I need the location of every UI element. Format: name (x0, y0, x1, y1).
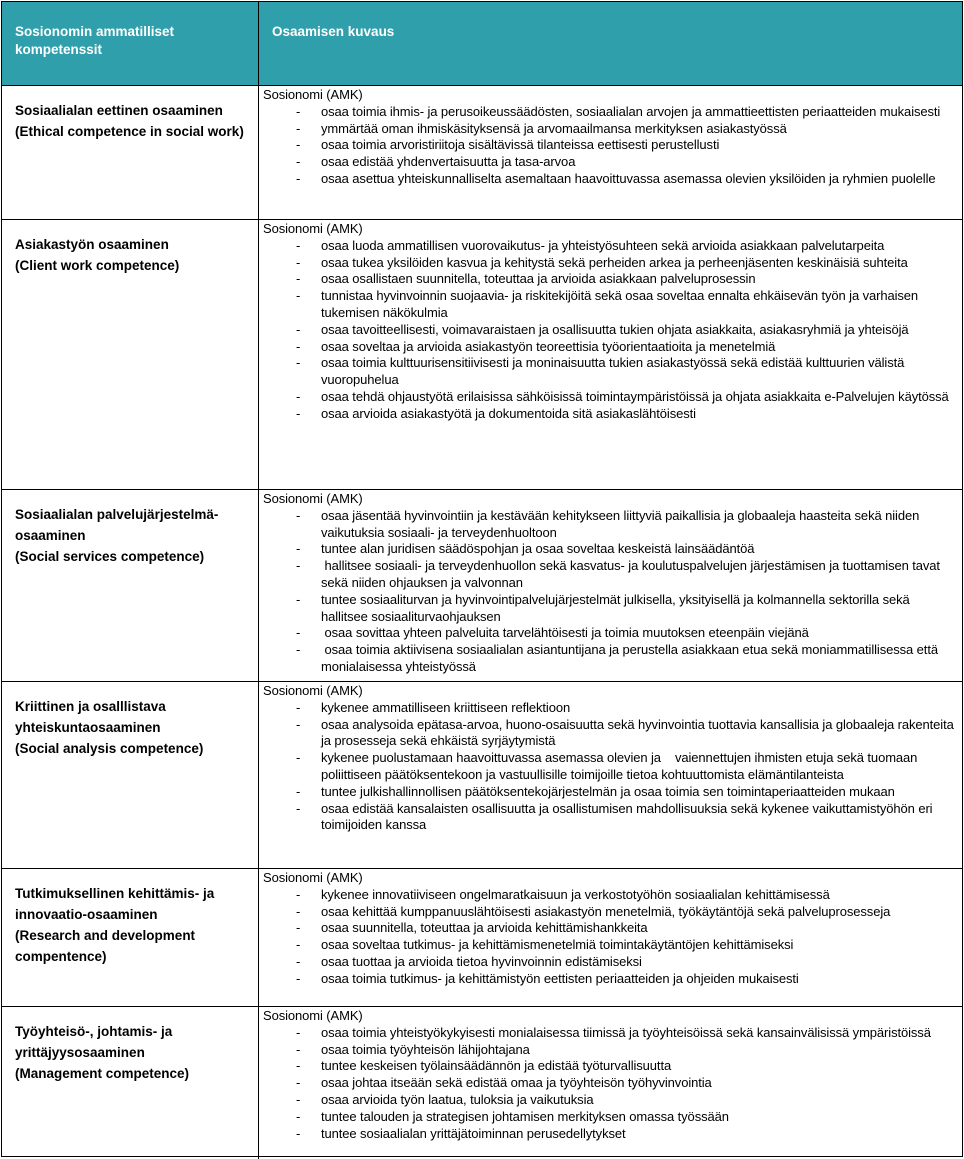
bullet-item: - kykenee puolustamaan haavoittuvassa asemassa olevien ja vaiennettujen ihmisten etuja sekä tuomaan poliittiseen päätöksentekoon ja vastuullisille toimijoille tietoa kohtuuttomista elämäntilanteista (263, 750, 956, 784)
bullet-item: - kykenee innovatiiviseen ongelmaratkaisuun ja verkostotyöhön sosiaalialan kehittämisessä (263, 887, 956, 904)
bullet-item: - osaa edistää yhdenvertaisuutta ja tasa-arvoa (263, 154, 956, 171)
bullet-item: - osaa arvioida työn laatua, tuloksia ja vaikutuksia (263, 1092, 956, 1109)
competence-cell (2, 86, 259, 219)
competence-cell (2, 869, 259, 1006)
competence-cell (2, 682, 259, 868)
bullet-list (263, 238, 956, 423)
bullet-item: - osaa johtaa itseään sekä edistää omaa ja työyhteisön työhyvinvointia (263, 1075, 956, 1092)
competence-title-en: (Client work competence) (15, 258, 180, 273)
description-cell (259, 490, 962, 681)
description-cell (259, 869, 962, 1006)
competence-title-fi: Työyhteisö-, johtamis- ja yrittäjyysosaaminen (15, 1024, 173, 1060)
degree-label: Sosionomi (AMK) (263, 491, 363, 506)
competence-title-fi: Kriittinen ja osalllistava yhteiskuntaosaaminen (15, 699, 166, 735)
degree-label: Sosionomi (AMK) (263, 1008, 363, 1023)
table-row (2, 1007, 962, 1159)
competence-title-fi: Sosiaalialan eettinen osaaminen (15, 103, 223, 118)
description-cell (259, 1007, 962, 1159)
bullet-item: - tuntee alan juridisen säädöspohjan ja osaa soveltaa keskeistä lainsäädäntöä (263, 541, 956, 558)
bullet-item: - osaa arvioida asiakastyötä ja dokumentoida sitä asiakaslähtöisesti (263, 406, 956, 423)
bullet-item: - osaa asettua yhteiskunnalliselta asemaltaan haavoittuvassa asemassa olevien yksilöiden ja ryhmien puolelle (263, 171, 956, 188)
bullet-item: - tuntee sosiaalialan yrittäjätoiminnan perusedellytykset (263, 1126, 956, 1143)
bullet-item: - tuntee sosiaaliturvan ja hyvinvointipalvelujärjestelmät julkisella, yksityisellä ja kolmannella sektorilla sekä hallitsee sosiaaliturvaohjauksen (263, 592, 956, 626)
bullet-item: - osaa soveltaa ja arvioida asiakastyön teoreettisia työorientaatioita ja menetelmiä (263, 339, 956, 356)
bullet-item: - kykenee ammatilliseen kriittiseen reflektioon (263, 700, 956, 717)
bullet-item: - hallitsee sosiaali- ja terveydenhuollon sekä kasvatus- ja koulutuspalvelujen järjestämisen ja tuottamisen tavat sekä niiden ohjauksen ja valvonnan (263, 558, 956, 592)
bullet-item: - osaa toimia työyhteisön lähijohtajana (263, 1042, 956, 1059)
bullet-item: - tuntee keskeisen työlainsäädännön ja edistää työturvallisuutta (263, 1058, 956, 1075)
bullet-item: - osaa tukea yksilöiden kasvua ja kehitystä sekä perheiden arkea ja perheenjäsenten keskinäisiä suhteita (263, 255, 956, 272)
bullet-item: - osaa toimia ihmis- ja perusoikeussäädösten, sosiaalialan arvojen ja ammattieettisten periaatteiden mukaisesti (263, 104, 956, 121)
description-cell (259, 682, 962, 868)
bullet-item: - osaa toimia aktiivisena sosiaalialan asiantuntijana ja perustella asiakkaan etua sekä moniammatillisessa että monialaisessa yhteistyössä (263, 642, 956, 676)
bullet-item: - osaa edistää kansalaisten osallisuutta ja osallistumisen mahdollisuuksia sekä kykenee vaikuttamistyöhön eri toimijoiden kanssa (263, 801, 956, 835)
competence-title-en: (Management competence) (15, 1066, 190, 1081)
table-row (2, 869, 962, 1007)
bullet-item: - osaa sovittaa yhteen palveluita tarvelähtöisesti ja toimia muutoksen eteenpäin viejänä (263, 625, 956, 642)
bullet-list (263, 104, 956, 188)
degree-label: Sosionomi (AMK) (263, 683, 363, 698)
bullet-item: - tunnistaa hyvinvoinnin suojaavia- ja riskitekijöitä sekä osaa soveltaa ennalta ehkäisevän työn ja varhaisen tukemisen näkökulmia (263, 288, 956, 322)
bullet-list (263, 508, 956, 676)
bullet-item: - osaa soveltaa tutkimus- ja kehittämismenetelmiä toimintakäytäntöjen kehittämiseksi (263, 937, 956, 954)
bullet-item: - osaa tavoitteellisesti, voimavaraistaen ja osallisuutta tukien ohjata asiakkaita, asiakasryhmiä ja yhteisöjä (263, 322, 956, 339)
header-cell-description (259, 2, 962, 85)
bullet-item: - osaa luoda ammatillisen vuorovaikutus- ja yhteistyösuhteen sekä arvioida asiakkaan palvelutarpeita (263, 238, 956, 255)
competence-cell (2, 220, 259, 489)
header-label-description: Osaamisen kuvaus (272, 24, 395, 39)
bullet-list (263, 1025, 956, 1143)
competence-title-fi: Sosiaalialan palvelujärjestelmä-osaaminen (15, 507, 219, 543)
description-cell (259, 86, 962, 219)
competence-title-en: (Social analysis competence) (15, 741, 204, 756)
table-row (2, 220, 962, 490)
table-header-row (2, 2, 962, 86)
bullet-item: - osaa analysoida epätasa-arvoa, huono-osaisuutta sekä hyvinvointia tuottavia kansallisia ja globaaleja rakenteita ja prosesseja sekä ehkäistä syrjäytymistä (263, 717, 956, 751)
competence-title-en: (Social services competence) (15, 549, 205, 564)
table-row (2, 490, 962, 682)
degree-label: Sosionomi (AMK) (263, 870, 363, 885)
competence-title-en: (Research and development compentence) (15, 928, 196, 964)
bullet-item: - tuntee talouden ja strategisen johtamisen merkityksen omassa työssään (263, 1109, 956, 1126)
competence-title-en: (Ethical competence in social work) (15, 124, 244, 139)
description-cell (259, 220, 962, 489)
competence-title-fi: Asiakastyön osaaminen (15, 237, 169, 252)
bullet-item: - tuntee julkishallinnollisen päätöksentekojärjestelmän ja osaa toimia sen toimintaperiaatteiden mukaan (263, 784, 956, 801)
bullet-list (263, 700, 956, 834)
table-row (2, 682, 962, 869)
bullet-item: - osaa kehittää kumppanuuslähtöisesti asiakastyön menetelmiä, työkäytäntöjä sekä palveluprosesseja (263, 904, 956, 921)
competence-title-fi: Tutkimuksellinen kehittämis- ja innovaatio-osaaminen (15, 886, 215, 922)
degree-label: Sosionomi (AMK) (263, 221, 363, 236)
bullet-item: - osaa osallistaen suunnitella, toteuttaa ja arvioida asiakkaan palveluprosessin (263, 271, 956, 288)
bullet-item: - osaa suunnitella, toteuttaa ja arvioida kehittämishankkeita (263, 920, 956, 937)
bullet-list (263, 887, 956, 988)
table-row (2, 86, 962, 220)
bullet-item: - ymmärtää oman ihmiskäsityksensä ja arvomaailmansa merkityksen asiakastyössä (263, 121, 956, 138)
competence-cell (2, 490, 259, 681)
competence-table (1, 1, 963, 1157)
competence-cell (2, 1007, 259, 1159)
bullet-item: - osaa toimia arvoristiriitoja sisältävissä tilanteissa eettisesti perustellusti (263, 137, 956, 154)
bullet-item: - osaa jäsentää hyvinvointiin ja kestävään kehitykseen liittyviä paikallisia ja globaaleja haasteita sekä niiden vaikutuksia sosiaali- ja terveydenhuoltoon (263, 508, 956, 542)
degree-label: Sosionomi (AMK) (263, 87, 363, 102)
bullet-item: - osaa toimia kulttuurisensitiivisesti ja moninaisuutta tukien asiakastyössä sekä edistää kulttuurien välistä vuoropuhelua (263, 355, 956, 389)
bullet-item: - osaa toimia yhteistyökykyisesti monialaisessa tiimissä ja työyhteisöissä sekä kansainvälisissä ympäristöissä (263, 1025, 956, 1042)
header-cell-competences (2, 2, 259, 85)
bullet-item: - osaa toimia tutkimus- ja kehittämistyön eettisten periaatteiden ja ohjeiden mukaisesti (263, 971, 956, 988)
bullet-item: - osaa tehdä ohjaustyötä erilaisissa sähköisissä toimintaympäristöissä ja ohjata asiakkaita e-Palvelujen käytössä (263, 389, 956, 406)
header-label-competences: Sosionomin ammatilliset kompetenssit (15, 24, 175, 57)
bullet-item: - osaa tuottaa ja arvioida tietoa hyvinvoinnin edistämiseksi (263, 954, 956, 971)
